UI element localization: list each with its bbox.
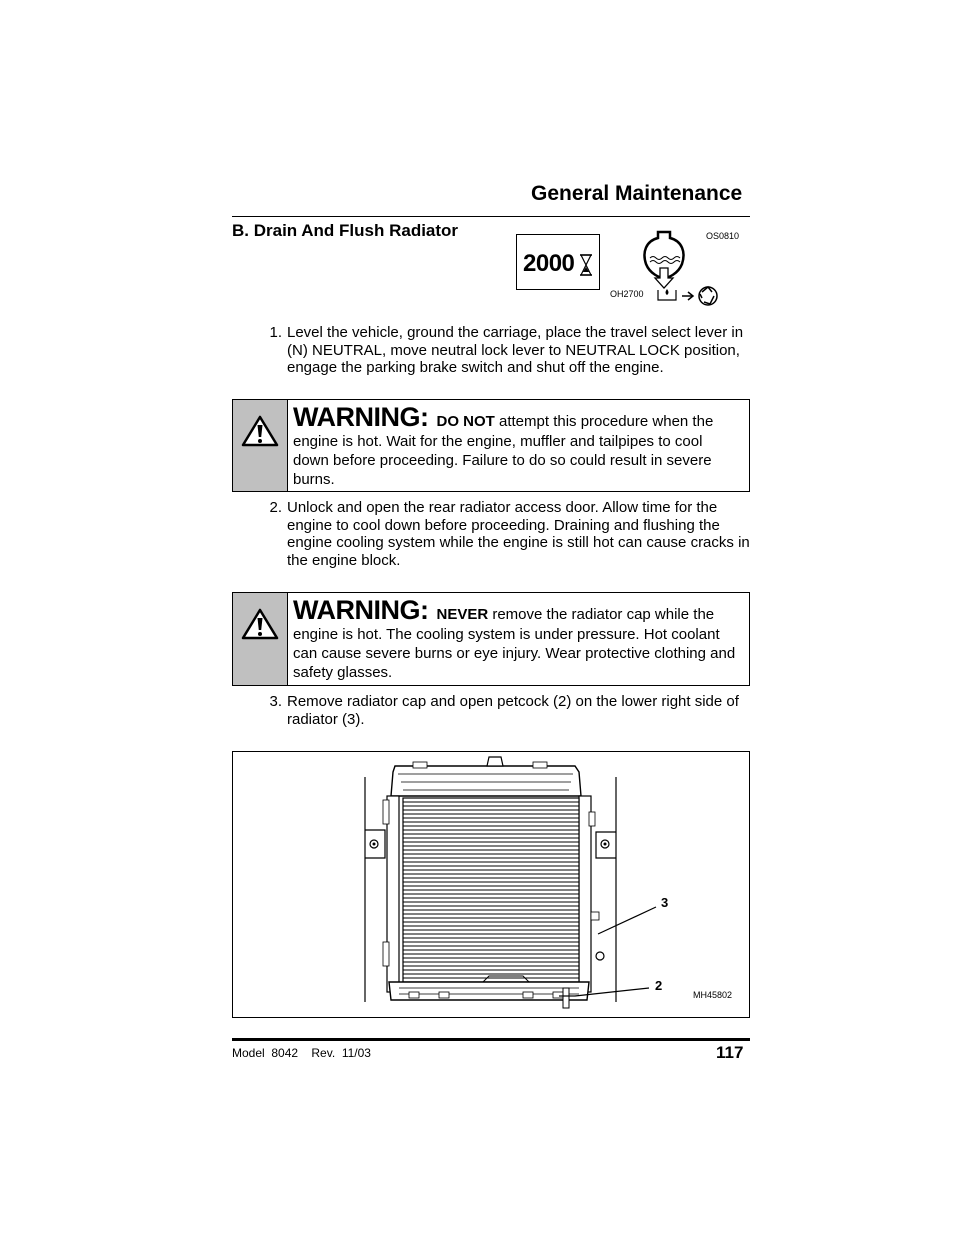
warning-sidebar: [233, 400, 288, 491]
step-item: [262, 499, 750, 569]
warning-box: [232, 399, 750, 492]
warning-text: [288, 593, 749, 685]
footer-model-revision: Model 8042 Rev. 11/03: [232, 1046, 371, 1060]
warning-message: attempt this procedure when the engine is hot. Wait for the engine, muffler and tailpipes to cool down before proceeding. Failure to do so could result in severe burns.: [293, 413, 714, 488]
warning-message: remove the radiator cap while the engine is hot. The cooling system is under pressure. Hot coolant can cause severe burns or eye injury. Wear protective clothing and safety glasses.: [293, 606, 736, 681]
warning-label: WARNING:: [293, 402, 429, 432]
warning-label: WARNING:: [293, 595, 429, 625]
footer-rule: [232, 1038, 750, 1041]
hourglass-icon: [579, 254, 593, 276]
coolant-symbol-code: OS0810: [706, 231, 740, 241]
warning-sidebar: [233, 593, 288, 685]
step-text: Remove radiator cap and open petcock (2) on the lower right side of radiator (3).: [287, 693, 739, 728]
warning-triangle-icon: [241, 608, 279, 640]
interval-symbol-code: OH2700: [610, 289, 644, 299]
figure-code: MH45802: [693, 990, 733, 1000]
coolant-drain-icon: [636, 226, 726, 308]
radiator-illustration: [233, 752, 749, 1017]
title-rule: [232, 216, 750, 217]
step-number: 2.: [269, 499, 282, 516]
petcock-callout: 2: [655, 978, 663, 993]
service-interval-box: [516, 234, 600, 290]
step-number: 1.: [269, 324, 282, 341]
warning-box: [232, 592, 750, 686]
warning-triangle-icon: [241, 415, 279, 447]
page-number: 117: [716, 1043, 744, 1062]
step-number: 3.: [269, 693, 282, 710]
radiator-callout: 3: [661, 895, 669, 910]
radiator-figure: [232, 751, 750, 1018]
service-interval-hours: 2000: [523, 250, 575, 277]
warning-keyword: DO NOT: [436, 413, 495, 430]
subsection-title: B. Drain And Flush Radiator: [232, 221, 459, 240]
step-item: [262, 324, 750, 377]
step-item: [262, 693, 750, 728]
section-title: General Maintenance: [531, 182, 743, 205]
warning-text: [288, 400, 749, 491]
step-text: Level the vehicle, ground the carriage, place the travel select lever in (N) NEUTRAL, move neutral lock lever to NEUTRAL LOCK position, engage the parking brake switch and shut off the engine.: [287, 324, 744, 376]
step-text: Unlock and open the rear radiator access door. Allow time for the engine to cool down before proceeding. Draining and flushing the engine cooling system while the engine is still hot can cause cracks in the engine block.: [287, 499, 750, 569]
warning-keyword: NEVER: [436, 606, 489, 623]
